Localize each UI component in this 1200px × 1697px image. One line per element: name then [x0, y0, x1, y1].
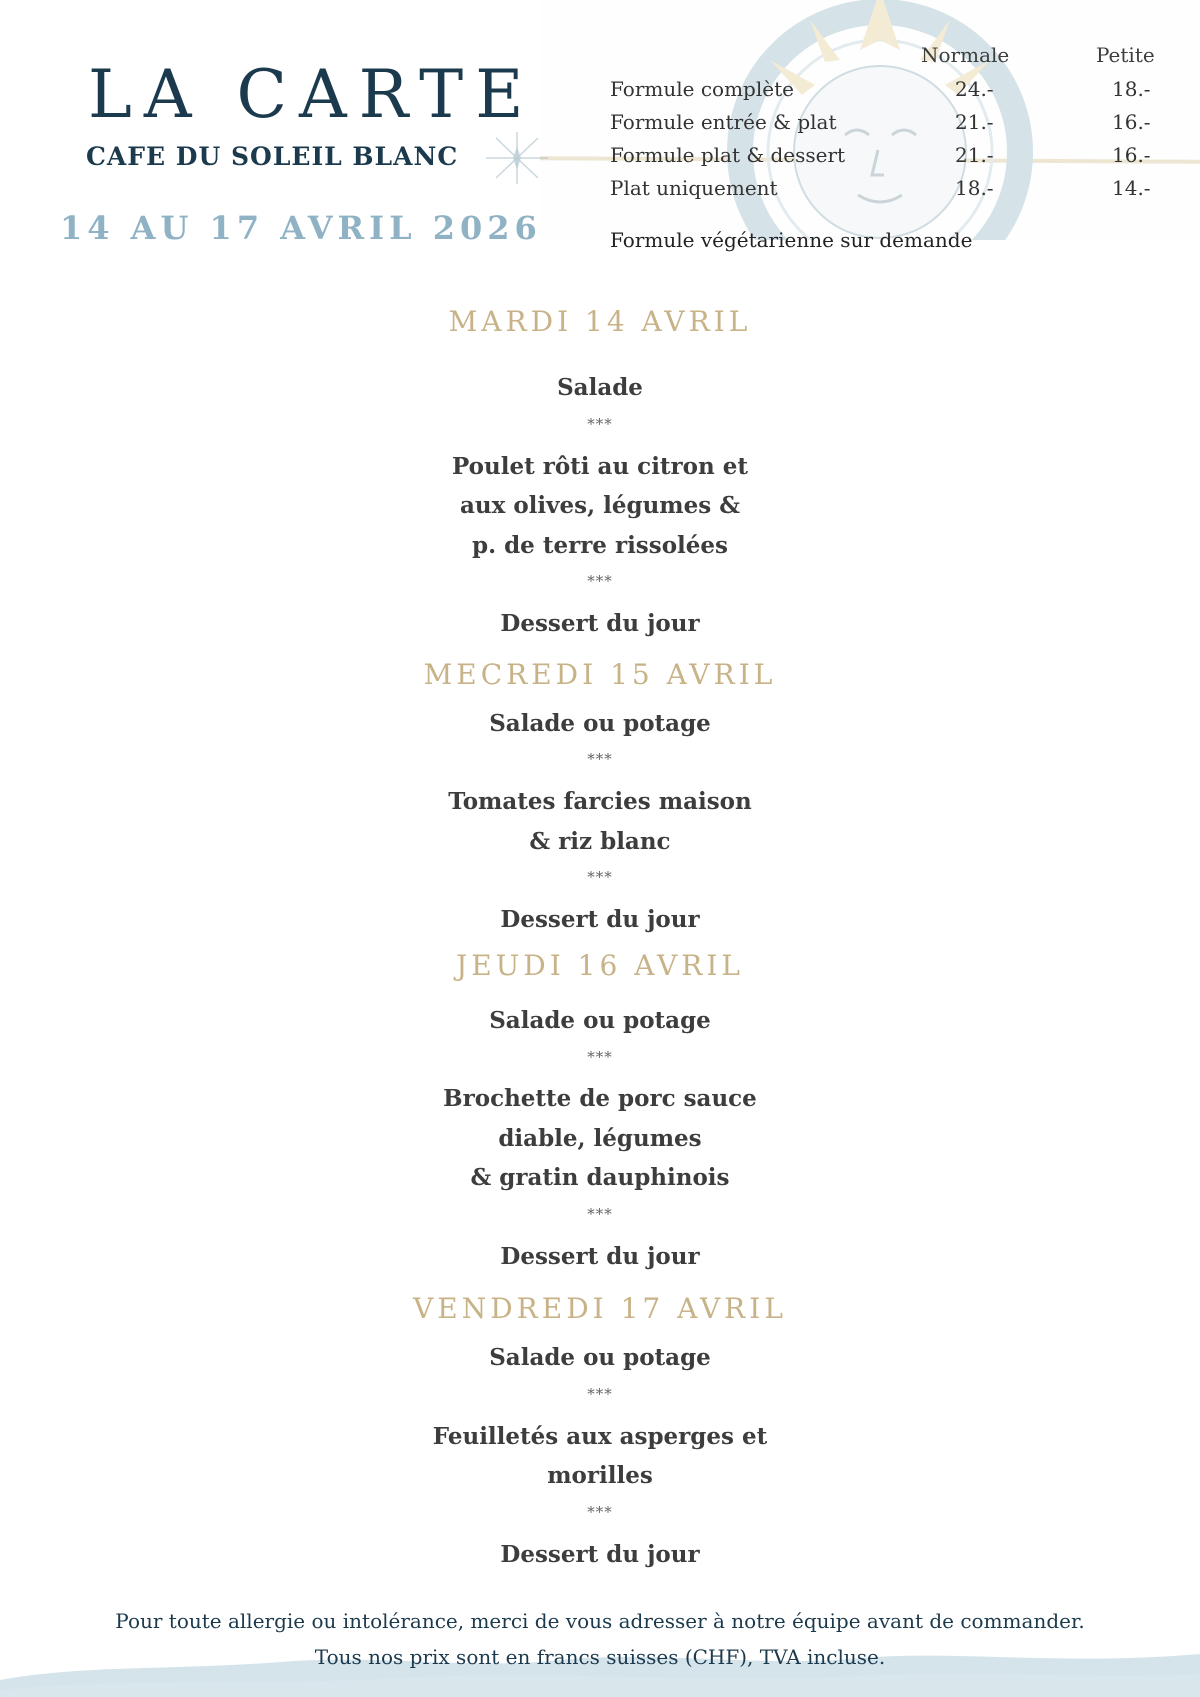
price-petite: 16.-	[1112, 143, 1151, 167]
price-row-label: Formule complète	[610, 77, 794, 101]
main-dish-line: morilles	[547, 1462, 653, 1489]
separator: ***	[587, 1205, 613, 1223]
starter: Salade ou potage	[489, 1007, 711, 1034]
price-normale: 21.-	[955, 143, 994, 167]
price-normale: 24.-	[955, 77, 994, 101]
main-dish-line: & riz blanc	[529, 828, 671, 855]
price-row	[610, 143, 1170, 173]
allergy-note: Pour toute allergie ou intolérance, merci de vous adresser à notre équipe avant de commander.	[115, 1609, 1085, 1633]
date-range: 14 AU 17 AVRIL 2026	[60, 209, 542, 247]
price-row-label: Formule plat & dessert	[610, 143, 846, 167]
separator: ***	[587, 1385, 613, 1403]
main-dish-line: Feuilletés aux asperges et	[432, 1423, 768, 1450]
starter: Salade ou potage	[489, 710, 711, 737]
price-row	[610, 77, 1170, 107]
main-dish-line: p. de terre rissolées	[472, 532, 728, 559]
price-normale: 21.-	[955, 110, 994, 134]
price-row-label: Plat uniquement	[610, 176, 778, 200]
separator: ***	[587, 750, 613, 768]
page-title: LA CARTE	[88, 56, 536, 133]
separator: ***	[587, 572, 613, 590]
vegetarian-note: Formule végétarienne sur demande	[610, 228, 973, 252]
price-row	[610, 176, 1170, 206]
main-dish-line: Brochette de porc sauce	[443, 1085, 757, 1112]
starter: Salade	[557, 374, 643, 401]
price-column-normale: Normale	[921, 43, 1010, 67]
main-dish-line: aux olives, légumes &	[460, 492, 740, 519]
main-dish-line: Tomates farcies maison	[448, 788, 752, 815]
restaurant-name: CAFE DU SOLEIL BLANC	[86, 142, 459, 171]
starter: Salade ou potage	[489, 1344, 711, 1371]
dessert: Dessert du jour	[500, 610, 700, 637]
separator: ***	[587, 1503, 613, 1521]
day-title: MARDI 14 AVRIL	[448, 305, 752, 338]
price-petite: 16.-	[1112, 110, 1151, 134]
separator: ***	[587, 415, 613, 433]
price-normale: 18.-	[955, 176, 994, 200]
day-title: JEUDI 16 AVRIL	[456, 949, 744, 982]
price-column-petite: Petite	[1096, 43, 1155, 67]
day-title: VENDREDI 17 AVRIL	[413, 1292, 787, 1325]
separator: ***	[587, 868, 613, 886]
dessert: Dessert du jour	[500, 1243, 700, 1270]
main-dish-line: diable, légumes	[498, 1125, 702, 1152]
dessert: Dessert du jour	[500, 1541, 700, 1568]
separator: ***	[587, 1048, 613, 1066]
price-row-label: Formule entrée & plat	[610, 110, 837, 134]
price-petite: 18.-	[1112, 77, 1151, 101]
main-dish-line: Poulet rôti au citron et	[451, 453, 748, 480]
compass-star-icon	[482, 130, 552, 186]
main-dish-line: & gratin dauphinois	[470, 1164, 730, 1191]
currency-note: Tous nos prix sont en francs suisses (CHF), TVA incluse.	[314, 1645, 886, 1669]
day-title: MECREDI 15 AVRIL	[423, 658, 777, 691]
price-row	[610, 110, 1170, 140]
dessert: Dessert du jour	[500, 906, 700, 933]
price-petite: 14.-	[1112, 176, 1151, 200]
